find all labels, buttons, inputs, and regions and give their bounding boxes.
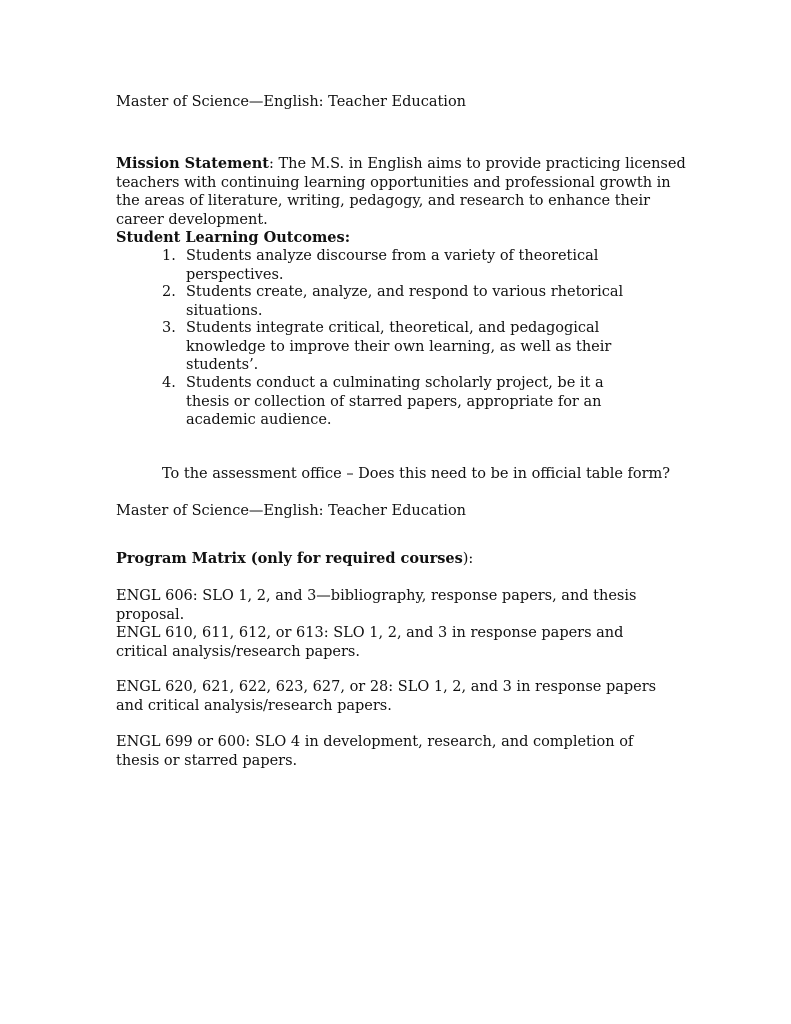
- matrix-entry-620: ENGL 620, 621, 622, 623, 627, or 28: SLO 1, 2, and 3 in response papers and critical analysis/research papers.: [116, 679, 657, 714]
- matrix-entry-610: ENGL 610, 611, 612, or 613: SLO 1, 2, and 3 in response papers and critical analysis/research papers.: [116, 625, 624, 660]
- document-title-repeat: Master of Science—English: Teacher Education: [116, 503, 467, 519]
- mission-label: Mission Statement: [116, 155, 269, 172]
- matrix-entry-699: ENGL 699 or 600: SLO 4 in development, research, and completion of thesis or starred papers.: [116, 734, 634, 769]
- outcome-text: Students analyze discourse from a variety of theoretical perspectives.: [186, 248, 599, 283]
- outcome-item-3: [162, 319, 652, 375]
- mission-statement: [116, 155, 691, 229]
- assessment-note: To the assessment office – Does this need to be in official table form?: [162, 466, 671, 482]
- outcome-text: Students integrate critical, theoretical, and pedagogical knowledge to improve their own learning, as well as their students’.: [186, 320, 612, 373]
- matrix-heading-bold: Program Matrix (only for required courses: [116, 550, 463, 567]
- outcome-number: 3.: [162, 320, 176, 336]
- outcome-number: 2.: [162, 284, 176, 300]
- matrix-heading: [116, 550, 473, 569]
- outcome-item-4: [162, 374, 632, 430]
- matrix-entry-606: ENGL 606: SLO 1, 2, and 3—bibliography, response papers, and thesis proposal.: [116, 588, 637, 623]
- outcome-number: 4.: [162, 375, 176, 391]
- outcome-text: Students conduct a culminating scholarly project, be it a thesis or collection of starred papers, appropriate for an academic audience.: [186, 375, 604, 428]
- outcome-item-1: [162, 247, 662, 284]
- mission-text: : The M.S. in English aims to provide practicing licensed teachers with continuing learning opportunities and professional growth in the areas of literature, writing, pedagogy, and research to enhance their career development.: [116, 156, 686, 228]
- outcome-text: Students create, analyze, and respond to various rhetorical situations.: [186, 284, 624, 319]
- matrix-heading-tail: ):: [462, 551, 474, 567]
- outcomes-heading: Student Learning Outcomes:: [116, 229, 351, 246]
- outcome-number: 1.: [162, 248, 176, 264]
- outcome-item-2: [162, 283, 662, 320]
- document-title: Master of Science—English: Teacher Education: [116, 94, 467, 110]
